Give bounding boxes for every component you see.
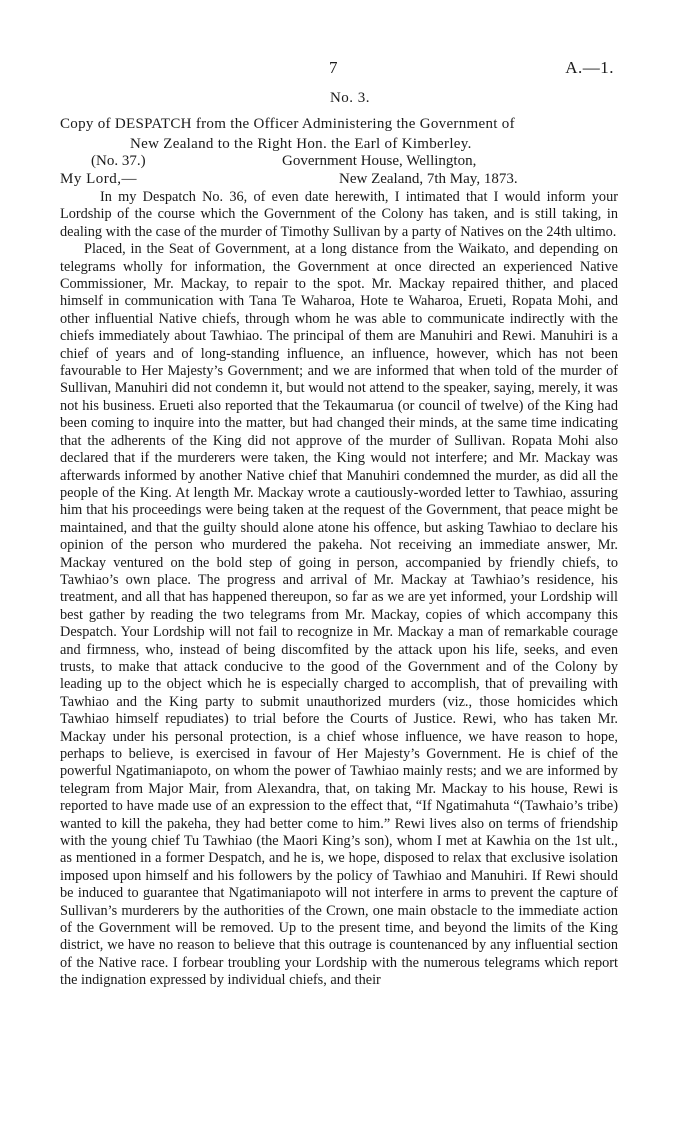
page-reference: A.—1. [565,58,614,77]
despatch-reference: (No. 37.) [91,153,146,169]
paragraph: In my Despatch No. 36, of even date herewith, I intimated that I would inform your Lordship of the course which the Government of the Colony has taken, and is still taking, in dealing with the case of the murder of Timothy Sullivan by a party of Natives on the 24th ultimo. [60,189,618,240]
despatch-body [60,189,618,990]
page-header [0,58,700,78]
despatch-date: New Zealand, 7th May, 1873. [339,171,518,187]
salutation-line [60,171,620,191]
page-number: 7 [329,58,338,77]
despatch-number: No. 3. [329,90,371,106]
title-line-2: New Zealand to the Right Hon. the Earl of Kimberley. [130,136,472,152]
despatch-meta [91,153,611,173]
despatch-title [60,114,620,154]
paragraph: Placed, in the Seat of Government, at a long distance from the Waikato, and depending on telegrams wholly for information, the Government at once directed an experienced Native Commissioner, Mr. Mackay, to repair to the spot. Mr. Mackay repaired thither, and placed himself in communication with Tana Te Waharoa, Hote te Waharoa, Erueti, Ropata Mohi, and other influential Native chiefs, through whom he was able to communicate indirectly with the chiefs immediately about Tawhiao. The principal of them are Manuhiri and Rewi. Manuhiri is a chief of years and of long-standing influence, an influence, however, which has not been favourable to Her Majesty’s Government; and we are informed that when told of the murder of Sullivan, Manuhiri did not condemn it, but would not attend to the speaker, saying, merely, it was not his business. Erueti also reported that the Tekaumarua (or council of twelve) of the King had been coming to inquire into the matter, but had changed their minds, at the same time indicating that the adherents of the King did not approve of the murder of Sullivan. Ropata Mohi also declared that if the murderers were taken, the King would not interfere; and Mr. Mackay was afterwards informed by another Native chief that Manuhiri condemned the murder, as did all the people of the King. At length Mr. Mackay wrote a cautiously-worded letter to Tawhiao, assuring him that his proceedings were being taken at the request of the Government, that peace might be maintained, and that the guilty should alone atone his offence, but asking Tawhiao to declare his opinion of the person who murdered the pakeha. Not receiving an immediate answer, Mr. Mackay ventured on the bold step of going in person, accompanied by friendly chiefs, to Tawhiao’s own place. The progress and arrival of Mr. Mackay at Tawhiao’s residence, his treatment, and all that has happened thereupon, so far as we are yet informed, your Lordship will best gather by reading the two telegrams from Mr. Mackay, copies of which accompany this Despatch. Your Lordship will not fail to recognize in Mr. Mackay a man of remarkable courage and firmness, who, instead of being discomfited by the attack upon his life, seeks, and even trusts, to make that attack conducive to the good of the Government and of the Colony by leading up to the object which he is especially charged to accomplish, that of prevailing with Tawhiao and the King party to submit unauthorized murders (viz., those homicides which Tawhiao himself repudiates) to trial before the Courts of Justice. Rewi, who has taken Mr. Mackay under his personal protection, is a chief whose influence, we have reason to hope, perhaps to believe, is exercised in favour of Her Majesty’s Government. He is chief of the powerful Ngatimaniapoto, on whom the power of Tawhiao mainly rests; and we are informed by telegram from Major Mair, from Alexandra, that, on taking Mr. Mackay to his house, Rewi is reported to have made use of an expression to the effect that, “If Ngatimahuta “(Tawhaio’s tribe) wanted to kill the pakeha, they had better come to him.” Rewi lives also on terms of friendship with the young chief Tu Tawhiao (the Maori King’s son), whom I met at Kawhia on the 1st ult., as mentioned in a former Despatch, and he is, we hope, disposed to relax that exclusive isolation imposed upon himself and his followers by the policy of Tawhiao and Manuhiri. If Rewi should be induced to guarantee that Ngatimaniapoto will not interfere in arms to prevent the capture of Sullivan’s murderers by the authorities of the Crown, one main obstacle to the immediate action of the Government will be removed. Up to the present time, and beyond the limits of the King district, we have no reason to believe that this outrage is countenanced by any influential section of the Native race. I forbear troubling your Lordship with the numerous telegrams which report the indignation expressed by individual chiefs, and their [60,241,618,989]
salutation: My Lord,— [60,171,137,187]
title-line-1: Copy of DESPATCH from the Officer Administering the Government of [60,116,515,132]
sender-location: Government House, Wellington, [282,153,477,169]
